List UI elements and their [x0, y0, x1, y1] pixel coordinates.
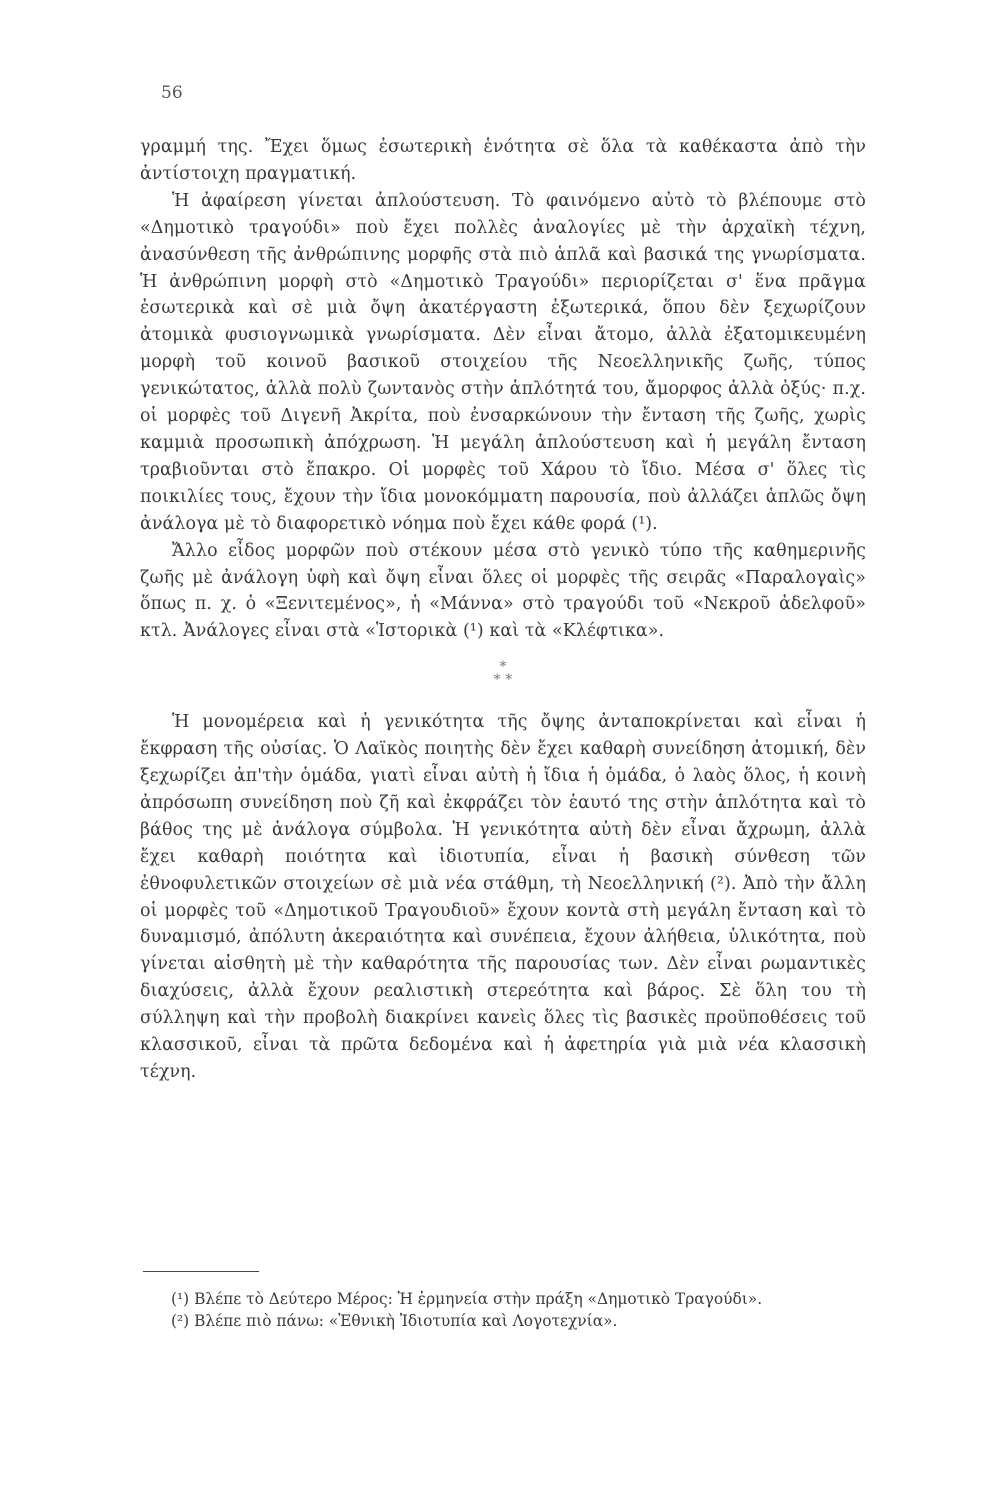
paragraph: Ἡ ἀφαίρεση γίνεται ἁπλούστευση. Τὸ φαινόμενο αὐτὸ τὸ βλέπουμε στὸ «Δημοτικὸ τραγούδι» ποὺ ἔχει πολλὲς ἀναλογίες μὲ τὴν ἀρχαϊκὴ τέχνη, ἀνασύνθεση τῆς ἀνθρώπινης μορφῆς στὰ πιὸ ἁπλᾶ καὶ βασικά της γνωρίσματα. Ἡ ἀνθρώπινη μορφὴ στὸ «Δημοτικὸ Τραγούδι» περιορίζεται σ' ἕνα πρᾶγμα ἐσωτερικὰ καὶ σὲ μιὰ ὄψη ἀκατέργαστη ἐξωτερικά, ὅπου δὲν ξεχωρίζουν ἀτομικὰ φυσιογνωμικὰ γνωρίσματα. Δὲν εἶναι ἄτομο, ἀλλὰ ἐξατομικευμένη μορφὴ τοῦ κοινοῦ βασικοῦ στοιχείου τῆς Νεοελληνικῆς ζωῆς, τύπος γενικώτατος, ἀλλὰ πολὺ ζωντανὸς στὴν ἁπλότητά του, ἄμορφος ἀλλὰ ὀξύς· π.χ. οἱ μορφὲς τοῦ Διγενῆ Ἀκρίτα, ποὺ ἐνσαρκώνουν τὴν ἔνταση τῆς ζωῆς, χωρὶς καμμιὰ προσωπικὴ ἀπόχρωση. Ἡ μεγάλη ἁπλούστευση καὶ ἡ μεγάλη ἔνταση τραβιοῦνται στὸ ἔπακρο. Οἱ μορφὲς τοῦ Χάρου τὸ ἴδιο. Μέσα σ' ὅλες τὶς ποικιλίες τους, ἔχουν τὴν ἴδια μονοκόμματη παρουσία, ποὺ ἀλλάζει ἁπλῶς ὄψη ἀνάλογα μὲ τὸ διαφορετικὸ νόημα ποὺ ἔχει κάθε φορά (¹).	[140, 190, 866, 534]
footnote-rule	[143, 1271, 259, 1272]
footnote: (²) Βλέπε πιὸ πάνω: «Ἐθνικὴ Ἰδιοτυπία καὶ Λογοτεχνία».	[171, 1312, 618, 1330]
section-divider	[140, 661, 866, 687]
page-number: 56	[161, 83, 183, 103]
asterism-bottom: * *	[493, 672, 513, 689]
paragraph: Ἡ μονομέρεια καὶ ἡ γενικότητα τῆς ὄψης ἀνταποκρίνεται καὶ εἶναι ἡ ἔκφραση τῆς οὐσίας. Ὁ Λαϊκὸς ποιητὴς δὲν ἔχει καθαρὴ συνείδηση ἀτομική, δὲν ξεχωρίζει ἀπ'τὴν ὁμάδα, γιατὶ εἶναι αὐτὴ ἡ ἴδια ἡ ὁμάδα, ὁ λαὸς ὅλος, ἡ κοινὴ ἀπρόσωπη συνείδηση ποὺ ζῆ καὶ ἐκφράζει τὸν ἑαυτό της στὴν ἁπλότητα καὶ τὸ βάθος της μὲ ἀνάλογα σύμβολα. Ἡ γενικότητα αὐτὴ δὲν εἶναι ἄχρωμη, ἀλλὰ ἔχει καθαρὴ ποιότητα καὶ ἰδιοτυπία, εἶναι ἡ βασικὴ σύνθεση τῶν ἐθνοφυλετικῶν στοιχείων σὲ μιὰ νέα στάθμη, τὴ Νεοελληνική (²). Ἀπὸ τὴν ἄλλη οἱ μορφὲς τοῦ «Δημοτικοῦ Τραγουδιοῦ» ἔχουν κοντὰ στὴ μεγάλη ἔνταση καὶ τὸ δυναμισμό, ἀπόλυτη ἀκεραιότητα καὶ συνέπεια, ἔχουν ἀλήθεια, ὑλικότητα, ποὺ γίνεται αἰσθητὴ μὲ τὴν καθαρότητα τῆς παρουσίας των. Δὲν εἶναι ρωμαντικὲς διαχύσεις, ἀλλὰ ἔχουν ρεαλιστικὴ στερεότητα καὶ βάρος. Σὲ ὅλη του τὴ σύλληψη καὶ τὴν προβολὴ διακρίνει κανεὶς ὅλες τὶς βασικὲς προϋποθέσεις τοῦ κλασσικοῦ, εἶναι τὰ πρῶτα δεδομένα καὶ ἡ ἀφετηρία γιὰ μιὰ νέα κλασσικὴ τέχνη.	[140, 712, 866, 1082]
footnotes	[143, 1288, 866, 1332]
asterism-top: *	[499, 659, 507, 676]
footnote: (¹) Βλέπε τὸ Δεύτερο Μέρος: Ἡ ἑρμηνεία στὴν πράξη «Δημοτικὸ Τραγούδι».	[171, 1290, 763, 1308]
main-text	[140, 134, 866, 1086]
paragraph: γραμμή της. Ἔχει ὅμως ἐσωτερικὴ ἑνότητα σὲ ὅλα τὰ καθέκαστα ἀπὸ τὴν ἀντίστοιχη πραγματική.	[140, 137, 866, 184]
paragraph: Ἄλλο εἶδος μορφῶν ποὺ στέκουν μέσα στὸ γενικὸ τύπο τῆς καθημερινῆς ζωῆς μὲ ἀνάλογη ὑφὴ καὶ ὄψη εἶναι ὅλες οἱ μορφὲς τῆς σειρᾶς «Παραλογαὶς» ὅπως π. χ. ὁ «Ξενιτεμένος», ἡ «Μάννα» στὸ τραγούδι τοῦ «Νεκροῦ ἀδελφοῦ» κτλ. Ἀνάλογες εἶναι στὰ «Ἱστορικὰ (¹) καὶ τὰ «Κλέφτικα».	[140, 540, 866, 642]
